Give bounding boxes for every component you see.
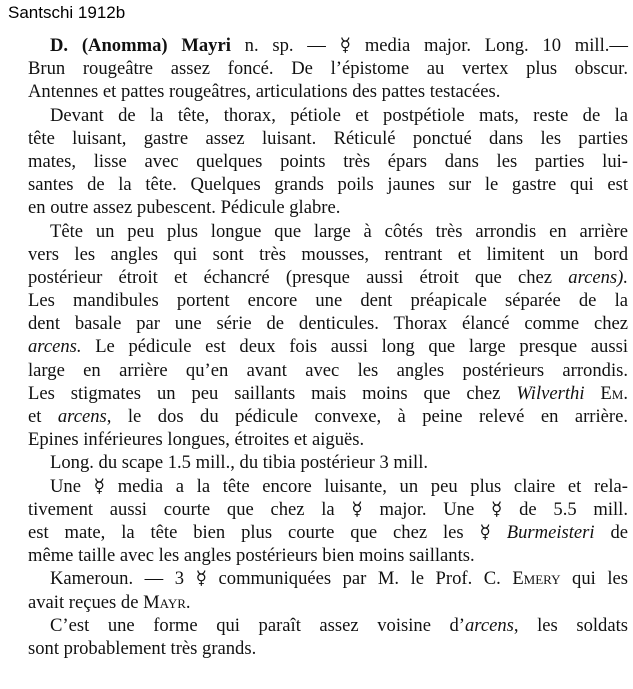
text-segment: de xyxy=(594,521,629,543)
author-abbrev: Em. xyxy=(584,382,628,404)
subgenus-close: ) xyxy=(161,35,182,56)
species-reference: Burmeisteri xyxy=(506,521,595,543)
text-segment: Kameroun. — 3 ☿ communiquées par M. le Prof. C. xyxy=(50,568,513,590)
species-reference: arcens. xyxy=(28,336,82,358)
species-name: Mayri xyxy=(181,35,231,56)
text-segment: Les stigmates un peu saillants mais moins que chez xyxy=(28,382,517,404)
text-segment: n. sp. — ☿ media major. Long. 10 mill.— xyxy=(230,35,628,56)
text-segment: , les soldats xyxy=(513,614,628,636)
text-segment: C’est une forme qui paraît assez voisine d’ xyxy=(50,614,465,636)
text-line xyxy=(28,567,628,590)
text-line: sont probablement très grands. xyxy=(28,637,257,659)
person-name: Emery xyxy=(512,568,561,590)
text-line: Une ☿ media a la tête encore luisante, un peu plus claire et rela- xyxy=(50,475,628,497)
text-line: Epines inférieures longues, étroites et aiguës. xyxy=(28,429,365,451)
text-line xyxy=(28,266,628,289)
text-line: Tête un peu plus longue que large à côtés très arrondis en arrière xyxy=(50,220,628,242)
text-line: large en arrière qu’en avant avec les angles postérieurs arrondis. xyxy=(28,359,628,381)
text-line: Devant de la tête, thorax, pétiole et postpétiole mats, reste de la xyxy=(50,104,628,126)
text-line: vers les angles qui sont très mousses, rentrant et limitent un bord xyxy=(28,243,628,265)
text-segment: Le pédicule est deux fois aussi long que large presque aussi xyxy=(81,336,628,358)
text-segment: postérieur étroit et échancré (presque aussi étroit que chez xyxy=(28,266,569,288)
text-line: santes de la tête. Quelques grands poils jaunes sur le gastre qui est xyxy=(28,174,628,196)
source-label: Santschi 1912b xyxy=(8,3,126,22)
text-line: dent basale par une série de denticules. Thorax élancé comme chez xyxy=(28,313,628,335)
text-line: en outre assez pubescent. Pédicule glabre. xyxy=(28,197,341,219)
species-description xyxy=(28,34,628,660)
text-line: Antennes et pattes rougeâtres, articulations des pattes testacées. xyxy=(28,81,501,103)
text-segment: . xyxy=(185,591,191,613)
text-line xyxy=(28,405,628,428)
person-name: Mayr xyxy=(143,591,186,613)
text-line: mates, lisse avec quelques points très épars dans les parties lui- xyxy=(28,150,628,172)
text-line xyxy=(28,614,628,637)
text-line xyxy=(28,34,628,57)
text-line: Les mandibules portent encore une dent préapicale séparée de la xyxy=(28,290,628,312)
text-segment: est mate, la tête bien plus courte que chez les ☿ xyxy=(28,521,507,543)
species-reference: arcens). xyxy=(568,266,628,288)
text-line xyxy=(28,382,628,405)
text-segment: avait reçues de xyxy=(28,591,144,613)
species-reference: arcens xyxy=(57,406,107,427)
text-line: Brun rougeâtre assez foncé. De l’épistome au vertex plus obscur. xyxy=(28,58,628,80)
species-reference: arcens xyxy=(465,614,514,636)
text-line: tivement aussi courte que chez la ☿ major. Une ☿ de 5.5 mill. xyxy=(28,498,628,520)
text-segment: et xyxy=(28,406,58,427)
subgenus-name: Anomma xyxy=(88,35,162,56)
text-line xyxy=(28,521,628,544)
text-line: même taille avec les angles postérieurs bien moins saillants. xyxy=(28,545,475,567)
text-segment: qui les xyxy=(560,568,628,590)
genus-name: D. ( xyxy=(50,35,89,56)
text-line: tête luisant, gastre assez luisant. Réticulé ponctué dans les parties xyxy=(28,127,628,149)
text-line xyxy=(28,591,628,614)
text-line xyxy=(28,335,628,358)
text-segment: , le dos du pédicule convexe, à peine relevé en arrière. xyxy=(106,406,628,427)
text-line: Long. du scape 1.5 mill., du tibia postérieur 3 mill. xyxy=(50,452,429,474)
species-reference: Wilverthi xyxy=(516,382,585,404)
